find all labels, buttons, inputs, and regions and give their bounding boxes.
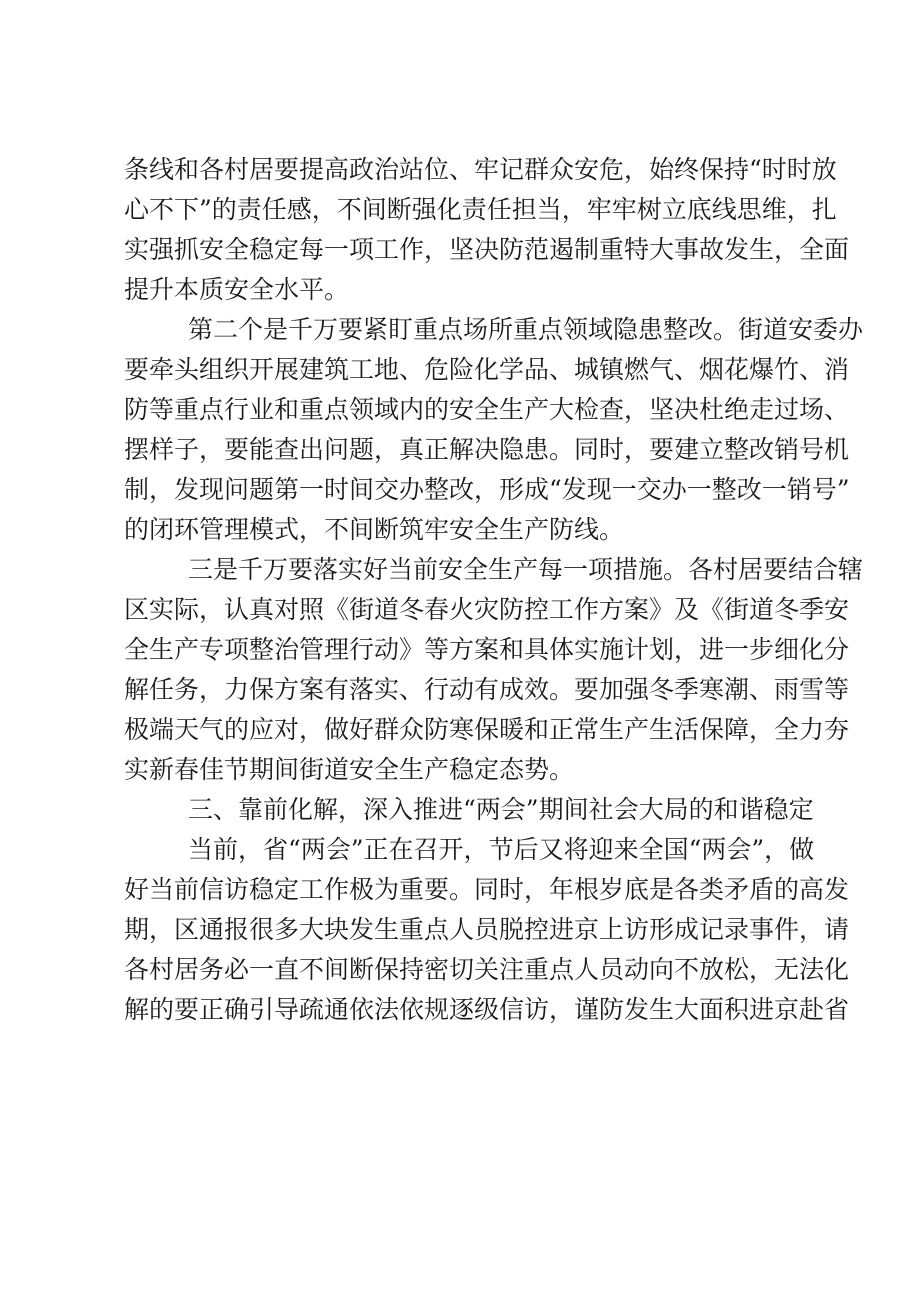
text-line: 的闭环管理模式，不间断筑牢安全生产防线。 (124, 515, 625, 544)
text-line: 要牵头组织开展建筑工地、危险化学品、城镇燃气、烟花爆竹、消 (124, 355, 850, 384)
text-line: 当前，省“两会”正在召开，节后又将迎来全国“两会”，做 (188, 835, 815, 864)
text-line: 条线和各村居要提高政治站位、牢记群众安危，始终保持“时时放 (124, 155, 837, 184)
paragraph-hazard-rectification (124, 315, 864, 544)
paragraph-safety-measures (124, 555, 864, 784)
text-line: 好当前信访稳定工作极为重要。同时，年根岁底是各类矛盾的高发 (124, 875, 850, 904)
text-line: 期，区通报很多大块发生重点人员脱控进京上访形成记录事件，请 (124, 915, 850, 944)
text-line: 摆样子，要能查出问题，真正解决隐患。同时，要建立整改销号机 (124, 435, 850, 464)
text-line: 各村居务必一直不间断保持密切关注重点人员动向不放松，无法化 (124, 955, 850, 984)
text-line: 区实际，认真对照《街道冬春火灾防控工作方案》及《街道冬季安 (124, 595, 850, 624)
section-heading: 三、靠前化解，深入推进“两会”期间社会大局的和谐稳定 (188, 795, 814, 824)
text-line: 实强抓安全稳定每一项工作，坚决防范遏制重特大事故发生，全面 (124, 235, 850, 264)
text-line: 三是千万要落实好当前安全生产每一项措施。各村居要结合辖 (188, 555, 864, 584)
text-line: 极端天气的应对，做好群众防寒保暖和正常生产生活保障，全力夯 (124, 715, 850, 744)
text-line: 防等重点行业和重点领域内的安全生产大检查，坚决杜绝走过场、 (124, 395, 850, 424)
text-line: 解的要正确引导疏通依法依规逐级信访，谨防发生大面积进京赴省 (124, 995, 850, 1024)
text-line: 制，发现问题第一时间交办整改，形成“发现一交办一整改一销号” (124, 475, 850, 504)
text-line: 提升本质安全水平。 (124, 275, 350, 304)
text-line: 实新春佳节期间街道安全生产稳定态势。 (124, 755, 575, 784)
text-line: 第二个是千万要紧盯重点场所重点领域隐患整改。街道安委办 (188, 315, 864, 344)
paragraph-responsibility (124, 155, 850, 304)
section-heading-three (124, 795, 814, 824)
document-body (124, 155, 864, 1038)
text-line: 解任务，力保方案有落实、行动有成效。要加强冬季寒潮、雨雪等 (124, 675, 850, 704)
text-line: 心不下”的责任感，不间断强化责任担当，牢牢树立底线思维，扎 (124, 195, 837, 224)
text-line: 全生产专项整治管理行动》等方案和具体实施计划，进一步细化分 (124, 635, 850, 664)
paragraph-petition-stability (124, 835, 850, 1024)
